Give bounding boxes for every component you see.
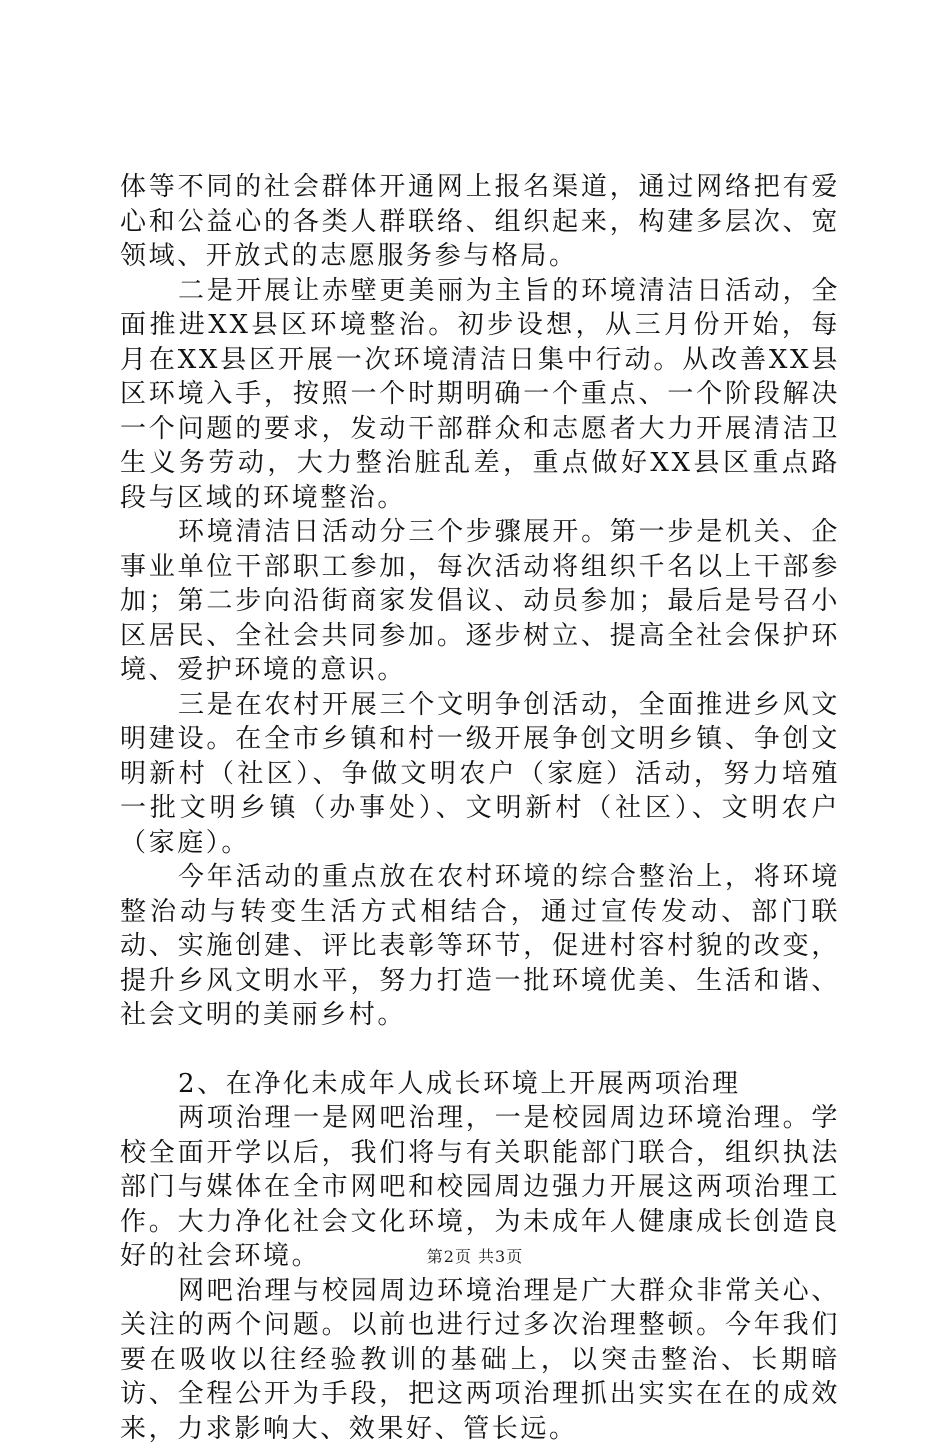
section-heading: 2、在净化未成年人成长环境上开展两项治理 bbox=[120, 1067, 840, 1102]
paragraph-three-steps: 环境清洁日活动分三个步骤展开。第一步是机关、企事业单位干部职工参加，每次活动将组织千名以上干部参加；第二步向沿街商家发倡议、动员参加；最后是号召小区居民、全社会共同参加。逐步树立、提高全社会保护环境、爱护环境的意识。 bbox=[120, 515, 840, 688]
paragraph-two-governance: 两项治理一是网吧治理，一是校园周边环境治理。学校全面开学以后，我们将与有关职能部门联合，组织执法部门与媒体在全市网吧和校园周边强力开展这两项治理工作。大力净化社会文化环境，为未成年人健康成长创造良好的社会环境。 bbox=[120, 1101, 840, 1274]
paragraph-gap bbox=[120, 1033, 840, 1067]
paragraph-cleaning-day: 二是开展让赤壁更美丽为主旨的环境清洁日活动，全面推进XX县区环境整治。初步设想，从三月份开始，每月在XX县区开展一次环境清洁日集中行动。从改善XX县区环境入手，按照一个时期明确一个重点、一个阶段解决一个问题的要求，发动干部群众和志愿者大力开展清洁卫生义务劳动，大力整治脏乱差，重点做好XX县区重点路段与区域的环境整治。 bbox=[120, 274, 840, 516]
paragraph-rural-civilization: 三是在农村开展三个文明争创活动，全面推进乡风文明建设。在全市乡镇和村一级开展争创文明乡镇、争创文明新村（社区）、争做文明农户（家庭）活动，努力培殖一批文明乡镇（办事处）、文明新村（社区）、文明农户（家庭）。 bbox=[120, 688, 840, 861]
paragraph-continuation: 体等不同的社会群体开通网上报名渠道，通过网络把有爱心和公益心的各类人群联络、组织起来，构建多层次、宽领域、开放式的志愿服务参与格局。 bbox=[120, 170, 840, 274]
paragraph-internet-cafe: 网吧治理与校园周边环境治理是广大群众非常关心、关注的两个问题。以前也进行过多次治理整顿。今年我们要在吸收以往经验教训的基础上，以突击整治、长期暗访、全程公开为手段，把这两项治理抓出实实在在的成效来，力求影响大、效果好、管长远。 bbox=[120, 1274, 840, 1446]
page-number-footer: 第2页 共3页 bbox=[0, 1244, 950, 1267]
paragraph-rural-environment: 今年活动的重点放在农村环境的综合整治上，将环境整治动与转变生活方式相结合，通过宣传发动、部门联动、实施创建、评比表彰等环节，促进村容村貌的改变，提升乡风文明水平，努力打造一批环境优美、生活和谐、社会文明的美丽乡村。 bbox=[120, 860, 840, 1033]
